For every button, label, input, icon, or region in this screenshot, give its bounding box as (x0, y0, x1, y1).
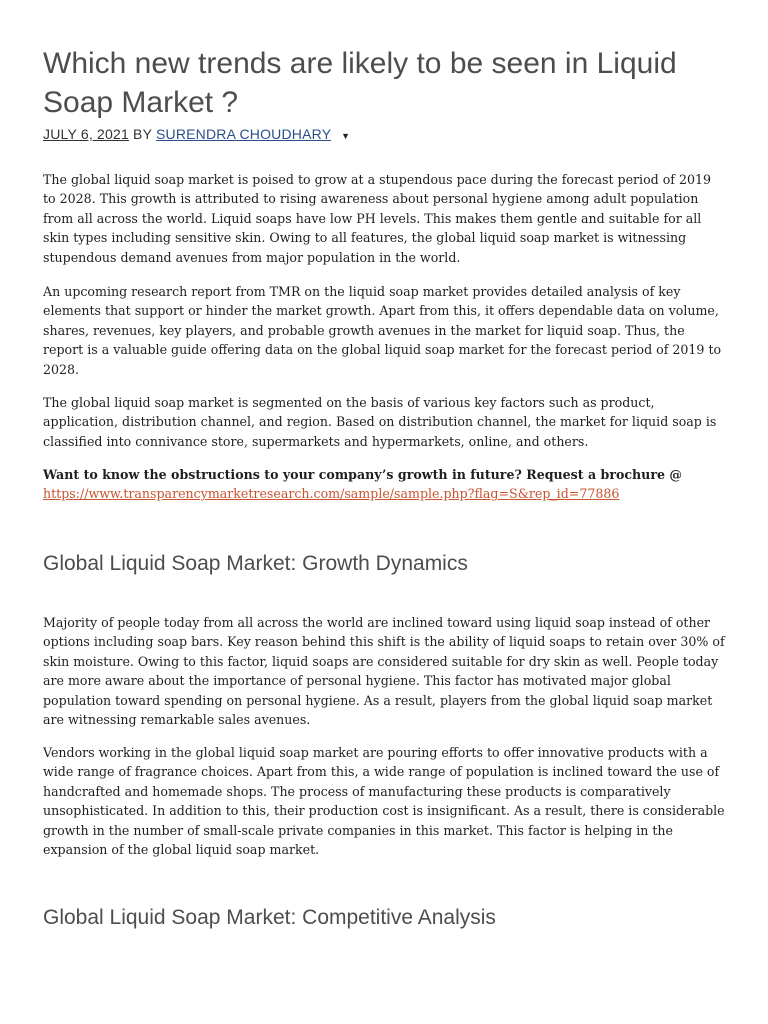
brochure-link[interactable]: https://www.transparencymarketresearch.com/sample/sample.php?flag=S&rep_id=77886 (43, 486, 620, 502)
section-heading-competitive-analysis: Global Liquid Soap Market: Competitive Analysis (43, 906, 496, 929)
intro-paragraph-1: The global liquid soap market is poised to grow at a stupendous pace during the forecast period of 2019 to 2028. This growth is attributed to rising awareness about personal hygiene among adult population from all across the world. Liquid soaps have low PH levels. This makes them gentle and suitable for all skin types including sensitive skin. Owing to all features, the global liquid soap market is witnessing stupendous demand avenues from major population in the world. (43, 172, 712, 265)
intro-paragraph-3: The global liquid soap market is segmented on the basis of various key factors such as product, application, distribution channel, and region. Based on distribution channel, the market for liquid soap is classified into connivance store, supermarkets and hypermarkets, online, and others. (43, 395, 717, 449)
caret-down-icon[interactable]: ▼ (341, 131, 351, 141)
brochure-cta-text: Want to know the obstructions to your company’s growth in future? Request a brochure @ (43, 467, 682, 482)
brochure-cta (43, 465, 727, 504)
section-heading-growth-dynamics: Global Liquid Soap Market: Growth Dynamics (43, 552, 468, 575)
article-title: Which new trends are likely to be seen in Liquid Soap Market ? (43, 47, 677, 119)
author-link[interactable]: SURENDRA CHOUDHARY (155, 126, 331, 142)
article-meta (43, 126, 350, 142)
growth-paragraph-2: Vendors working in the global liquid soap market are pouring efforts to offer innovative products with a wide range of fragrance choices. Apart from this, a wide range of population is inclined toward the use of handcrafted and homemade shops. The process of manufacturing these products is comparatively unsophisticated. In addition to this, their production cost is insignificant. As a result, there is considerable growth in the number of small-scale private companies in this market. This factor is helping in the expansion of the global liquid soap market. (43, 745, 725, 858)
byline-label: BY (133, 126, 152, 142)
growth-paragraph-1: Majority of people today from all across the world are inclined toward using liquid soap instead of other options including soap bars. Key reason behind this shift is the ability of liquid soaps to retain over 30% of skin moisture. Owing to this factor, liquid soaps are considered suitable for dry skin as well. People today are more aware about the importance of personal hygiene. This factor has motivated major global population toward spending on personal hygiene. As a result, players from the global liquid soap market are witnessing remarkable sales avenues. (43, 615, 725, 728)
intro-paragraph-2: An upcoming research report from TMR on the liquid soap market provides detailed analysis of key elements that support or hinder the market growth. Apart from this, it offers dependable data on volume, shares, revenues, key players, and probable growth avenues in the market for liquid soap. Thus, the report is a valuable guide offering data on the global liquid soap market for the forecast period of 2019 to 2028. (43, 284, 722, 377)
post-date-link[interactable]: JULY 6, 2021 (43, 126, 129, 142)
